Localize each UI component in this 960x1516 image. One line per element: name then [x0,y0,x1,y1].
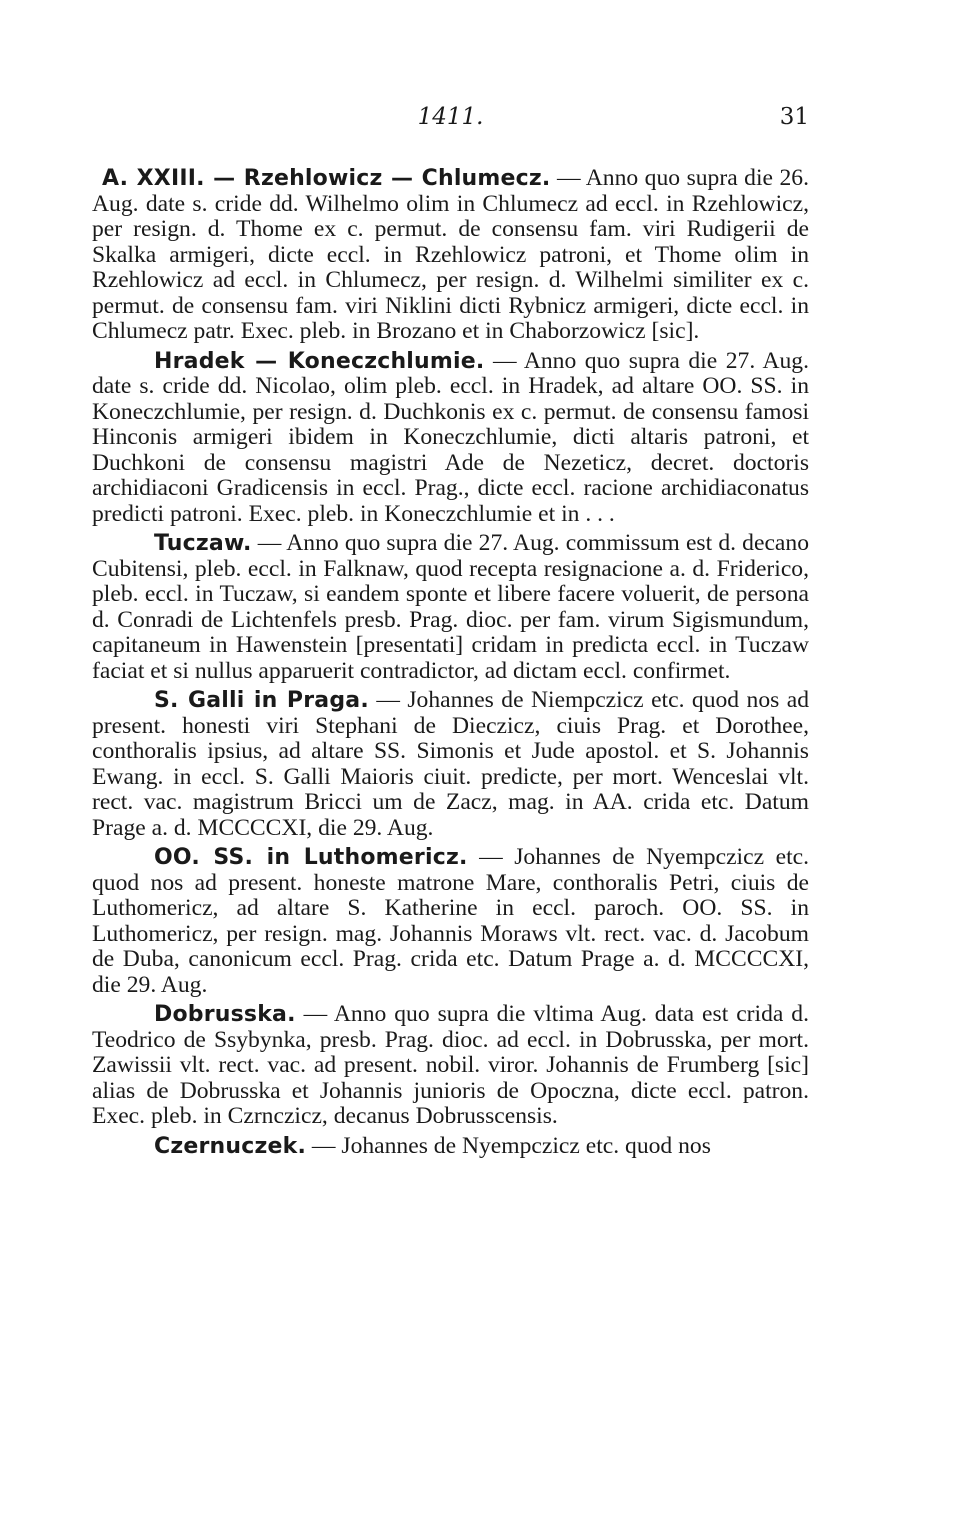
entry-rzehlowicz-chlumecz [92,166,809,345]
entry-text: — Johannes de Niempczicz etc. quod nos ad present. honesti viri Stephani de Dieczicz, ciuis Prag. et Dorothee, conthoralis ipsius, ad altare SS. Simonis et Jude apostol. et S. Johannis Ewang. in eccl. S. Galli Maioris ciuit. predicte, per mort. Wenceslai vlt. rect. vac. magistrum Bricci um de Zacz, mag. in AA. crida etc. Datum Prage a. d. MCCCCXI, die 29. Aug. [92,687,809,841]
entry-text: — Anno quo supra die vltima Aug. data est crida d. Teodrico de Ssybynka, presb. Prag. dioc. ad eccl. in Dobrusska, per mort. Zawissii vlt. rect. vac. ad present. nobil. viror. Johannis de Frumberg [sic] alias de Dobrusska et Johannis junioris de Opoczna, dicte eccl. patron. Exec. pleb. in Czrnczicz, decanus Dobrusscensis. [92,1001,809,1129]
entry-s-galli-in-praga [92,688,809,841]
entry-heading: S. Galli in Praga. [154,688,369,713]
entry-heading: Tuczaw. [154,531,252,556]
entry-czernuczek [92,1134,809,1160]
running-head-year: 1411. [417,104,484,130]
entry-text: — Anno quo supra die 27. Aug. commissum est d. decano Cubitensi, pleb. eccl. in Falknaw, quod recepta resignacione a. d. Friderico, pleb. eccl. in Tuczaw, si eandem sponte et libere facere voluerit, de persona d. Conradi de Lichtenfels presb. Prag. dioc. per fam. virum Sigismundum, capitaneum in Hawenstein [presentati] cridam in predicta eccl. in Tuczaw faciat et si nullus apparuerit contradictor, ad dictam eccl. confirmet. [92,530,809,684]
entry-heading: Czernuczek. [154,1133,306,1159]
body-text [92,166,809,1159]
entry-text: — Johannes de Nyempczicz etc. quod nos [306,1132,711,1159]
entry-dobrusska [92,1002,809,1130]
entry-text: — Anno quo supra die 26. Aug. date s. cride dd. Wilhelmo olim in Chlumecz ad eccl. in Rzehlowicz, per resign. d. Thome ex c. permut. de consensu fam. viri Rudigerii de Skalka armigeri, dicte eccl. in Rzehlowicz patroni, et Thome olim in Rzehlowicz ad eccl. in Chlumecz, per resign. d. Wilhelmi similiter ex c. permut. de consensu fam. viri Niklini dicti Rybnicz armigeri, dicte eccl. in Chlumecz patr. Exec. pleb. in Brozano et in Chaborzowicz [sic]. [92,165,809,344]
entry-oo-ss-in-luthomericz [92,845,809,998]
entry-text: — Johannes de Nyempczicz etc. quod nos ad present. honeste matrone Mare, conthoralis Petri, ciuis de Luthomericz, ad altare S. Katherine in eccl. paroch. OO. SS. in Luthomericz, per resign. mag. Johannis Moraws vlt. rect. vac. d. Jacobum de Duba, canonicum eccl. Prag. crida etc. Datum Prage a. d. MCCCCXI, die 29. Aug. [92,844,809,998]
running-head [92,104,809,134]
page-number: 31 [779,104,809,130]
entry-heading: Hradek — Koneczchlumie. [154,348,485,374]
entry-heading: A. XXIII. — Rzehlowicz — Chlumecz. [102,166,551,191]
entry-text: — Anno quo supra die 27. Aug. date s. cride dd. Nicolao, olim pleb. eccl. in Hradek, ad altare OO. SS. in Koneczchlumie, per resign. d. Duchkonis ex c. permut. de consensu famosi Hinconis armigeri ibidem in Koneczchlumie, dicti altaris patroni, et Duchkoni de consensu magistri Ade de Nezeticz, decret. doctoris archidiaconi Gradicensis in eccl. Prag., dicte eccl. racione archidiaconatus predicti patroni. Exec. pleb. in Koneczchlumie et in . . . [92,347,809,527]
page [92,104,809,1163]
entry-heading: Dobrusska. [154,1002,296,1027]
entry-tuczaw [92,531,809,684]
entry-heading: OO. SS. in Luthomericz. [154,845,468,870]
entry-hradek-koneczchlumie [92,349,809,528]
